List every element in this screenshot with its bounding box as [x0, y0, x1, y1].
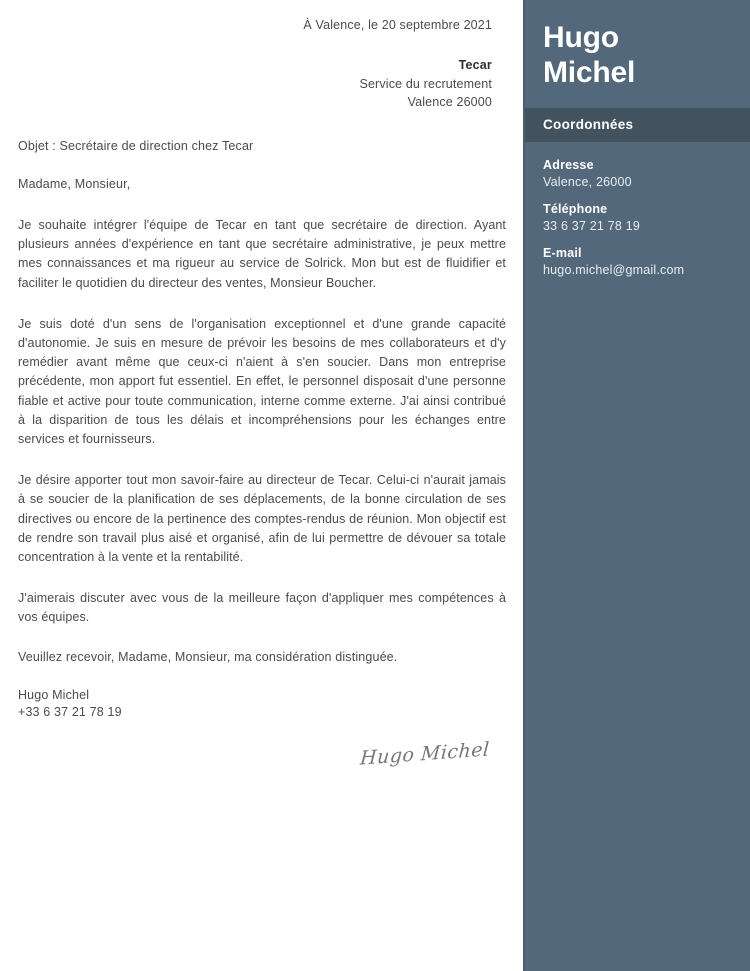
sidebar-field-telephone [543, 202, 732, 233]
signoff-name: Hugo Michel [18, 687, 90, 702]
letter-paragraph-3: Je désire apporter tout mon savoir-faire au directeur de Tecar. Celui-ci n'aurait jamais à se soucier de la planification de ses déplacements, de la bonne circulation de ses directives ou encore de la pertinence des comptes-rendus de réunion. Mon objectif est de rendre son travail plus aisé et organisé, afin de lui permettre de dévouer sa totale concentration à la vente et la rentabilité. [18, 473, 506, 565]
sidebar-section-header [525, 108, 750, 142]
sidebar-field-label: Téléphone [543, 202, 608, 216]
letter-paragraph-4: J'aimerais discuter avec vous de la meilleure façon d'appliquer mes compétences à vos équipes. [18, 591, 506, 625]
sidebar-first-name: Hugo [543, 21, 619, 54]
recipient-company: Tecar [458, 58, 492, 72]
letter-meta [18, 18, 506, 109]
recipient-department: Service du recrutement [359, 77, 492, 91]
letter-salutation: Madame, Monsieur, [18, 177, 131, 191]
signoff-phone: +33 6 37 21 78 19 [18, 704, 122, 719]
handwritten-signature: Hugo Michel [359, 738, 491, 770]
letter-closing: Veuillez recevoir, Madame, Monsieur, ma considération distinguée. [18, 649, 398, 664]
sidebar-contact-fields [525, 142, 750, 277]
sidebar-field-adresse [543, 158, 732, 189]
sidebar-name-block [525, 0, 750, 90]
contact-sidebar [523, 0, 750, 971]
sidebar-field-value: hugo.michel@gmail.com [543, 263, 685, 277]
signature-area [18, 738, 506, 770]
letter-date: À Valence, le 20 septembre 2021 [303, 18, 492, 32]
sidebar-field-value: Valence, 26000 [543, 175, 632, 189]
letter-paragraph-2: Je suis doté d'un sens de l'organisation exceptionnel et d'une grande capacité d'autonomie. Je suis en mesure de prévoir les besoins de mes collaborateurs et d'y remédier avant même que ceux-ci n'aient à s'en soucier. Dans mon entreprise précédente, mon apport fut essentiel. En effet, le personnel disposait d'une personne fiable et active pour toute communication, interne comme externe. J'ai ainsi contribué à la disparition de tous les délais et incompréhensions pour les échanges entre services et fournisseurs. [18, 316, 506, 447]
sidebar-field-value: 33 6 37 21 78 19 [543, 219, 641, 233]
sidebar-field-email [543, 246, 732, 277]
recipient-block [18, 58, 492, 109]
recipient-city-postal: Valence 26000 [407, 95, 492, 109]
sidebar-last-name: Michel [543, 56, 636, 89]
letter-subject: Objet : Secrétaire de direction chez Tecar [18, 139, 254, 153]
sidebar-field-label: E-mail [543, 246, 582, 260]
sidebar-field-label: Adresse [543, 158, 594, 172]
letter-paragraph-1: Je souhaite intégrer l'équipe de Tecar en tant que secrétaire de direction. Ayant plusieurs années d'expérience en tant que secrétaire administrative, je peux mettre mes connaissances et ma rigueur au service de Solrick. Mon but est de fluidifier et faciliter le quotidien du directeur des ventes, Monsieur Boucher. [18, 218, 506, 290]
sidebar-section-title: Coordonnées [543, 117, 634, 132]
